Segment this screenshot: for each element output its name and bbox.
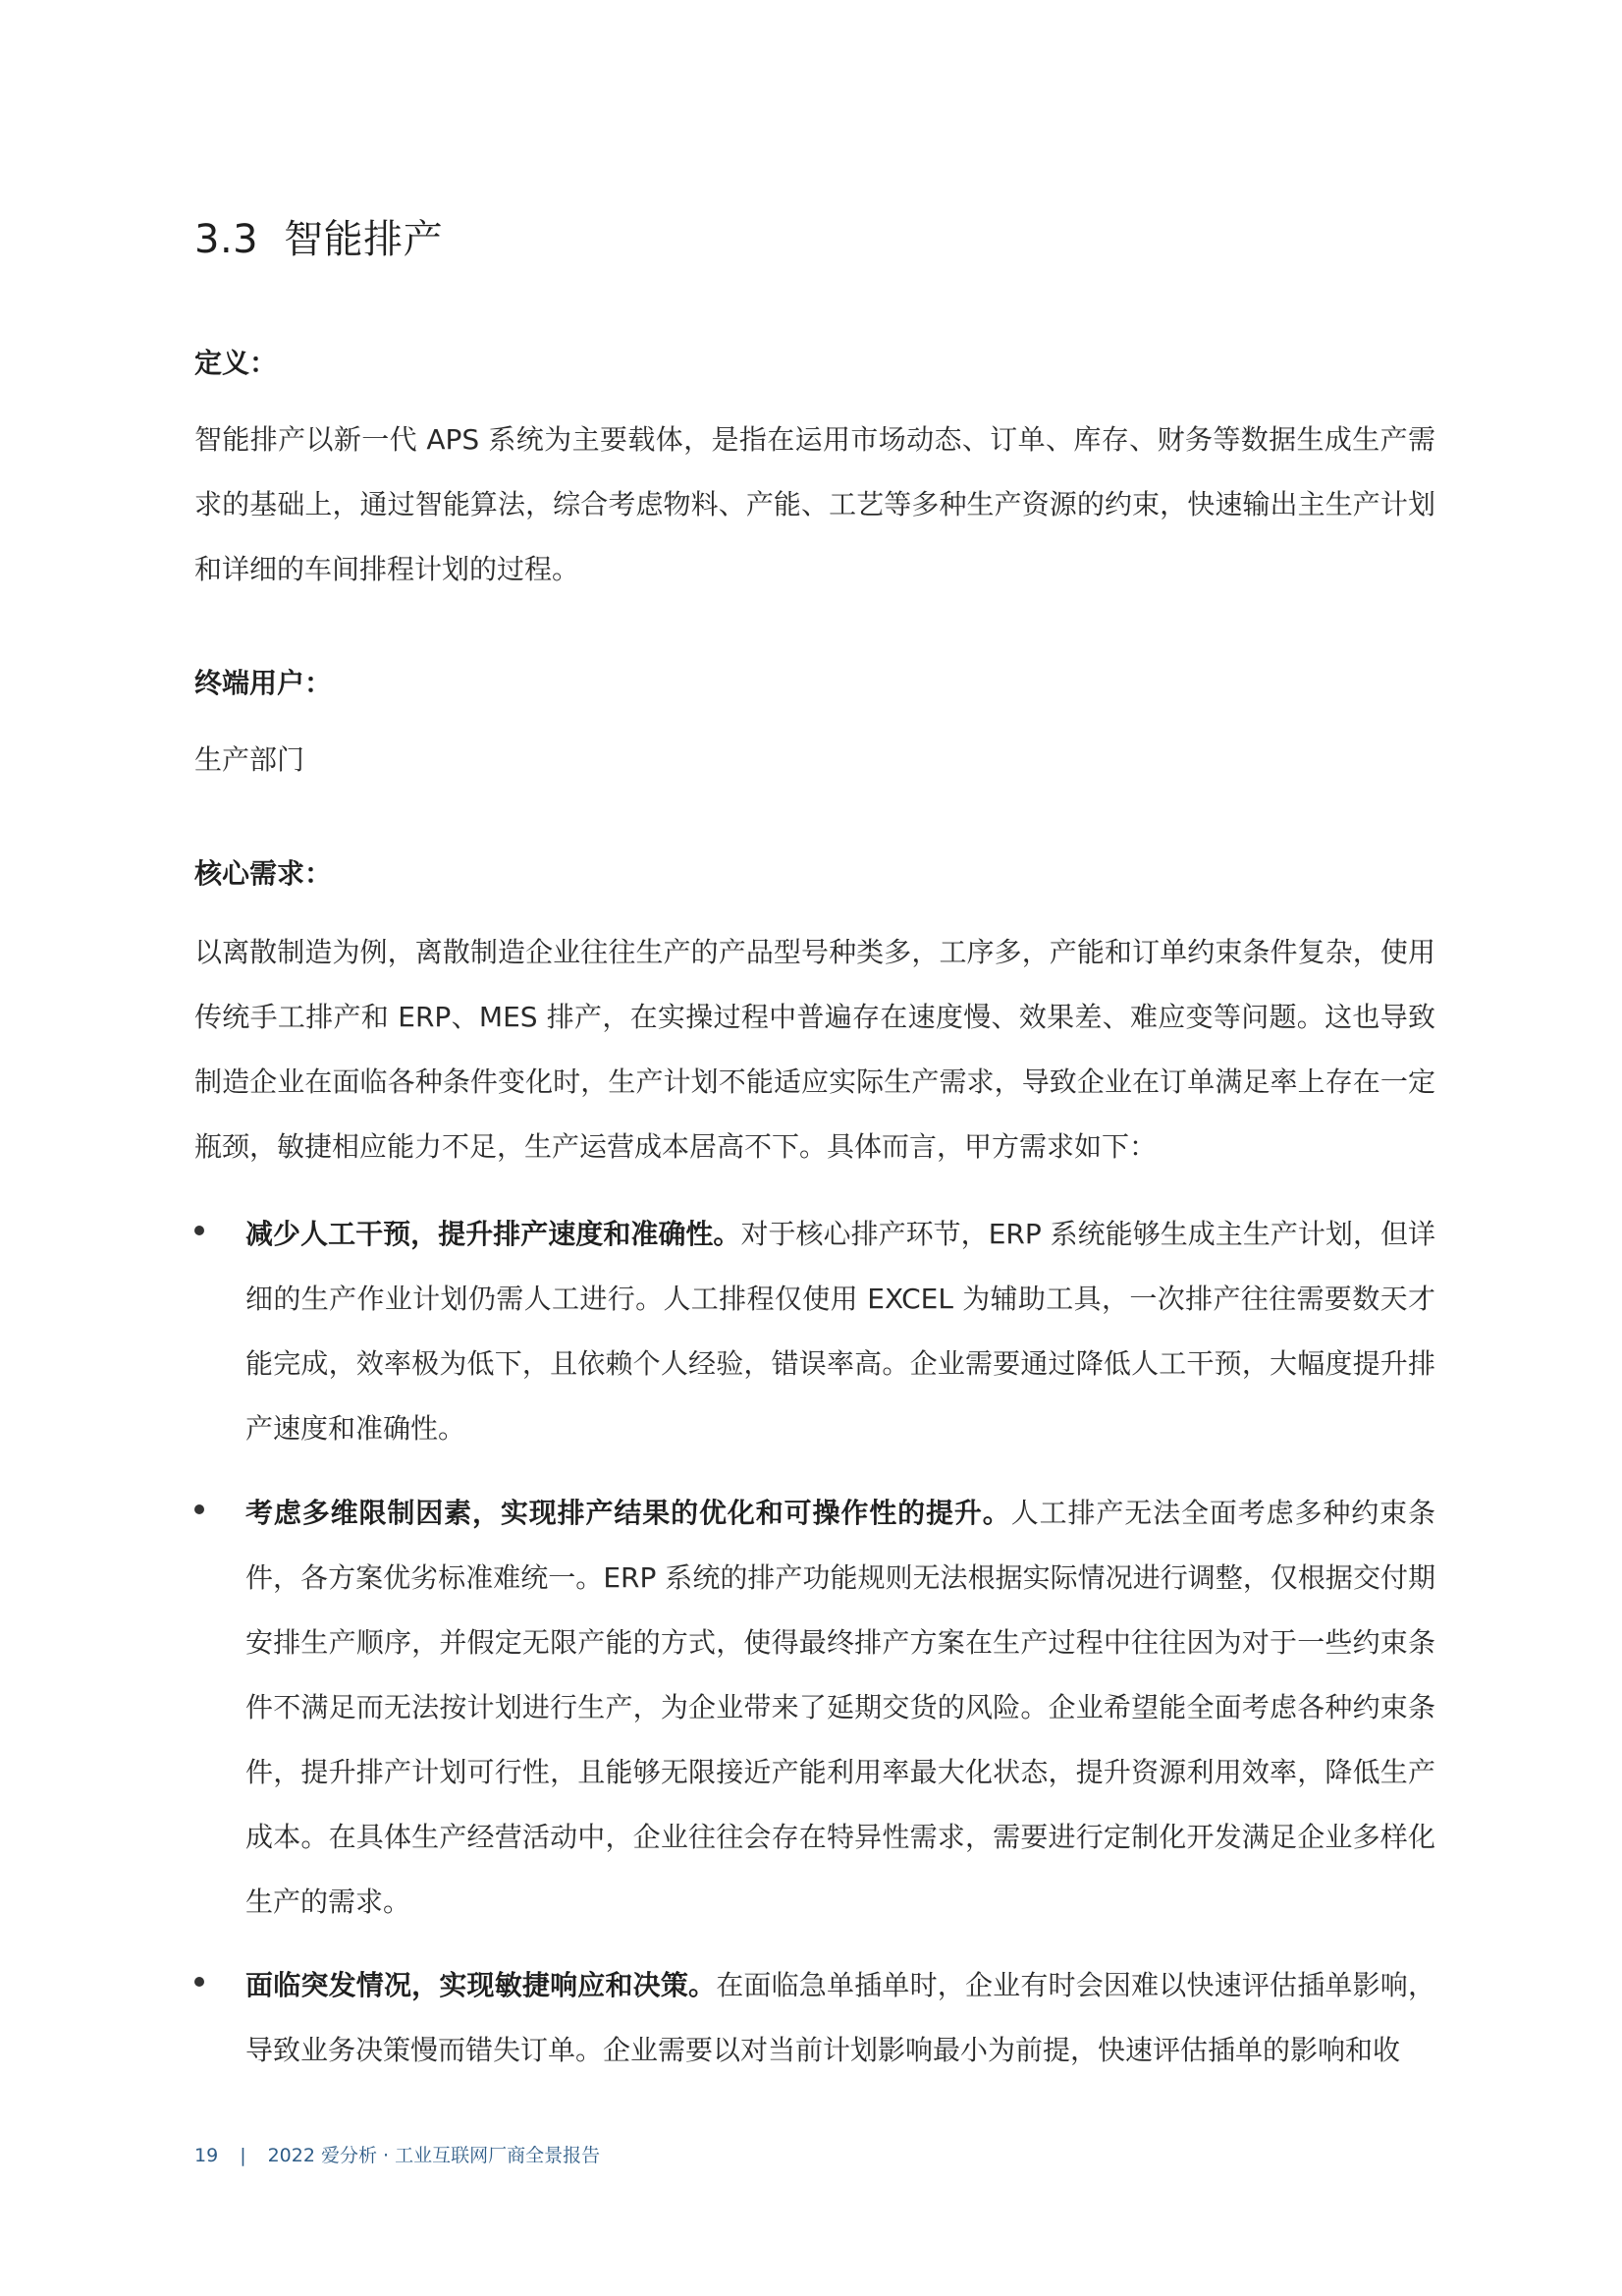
bullet-icon	[194, 1977, 204, 1987]
core-needs-heading: 核心需求：	[194, 857, 333, 890]
bullet-icon	[194, 1226, 204, 1235]
footer-separator: |	[240, 2145, 246, 2166]
bullet-icon	[194, 1504, 204, 1514]
list-item-text	[245, 1953, 1435, 2083]
section-title	[194, 208, 443, 264]
list-item-lead: 面临突发情况，实现敏捷响应和决策。	[245, 1969, 717, 2001]
list-item	[194, 1202, 1435, 1461]
report-title: 2022 爱分析 · 工业互联网厂商全景报告	[267, 2145, 601, 2166]
list-item	[194, 1481, 1435, 1935]
end-users-paragraph: 生产部门	[194, 743, 305, 776]
list-item-text	[245, 1481, 1435, 1935]
section-title-text: 智能排产	[284, 217, 444, 262]
list-item	[194, 1953, 1435, 2083]
end-users-heading: 终端用户：	[194, 667, 333, 699]
definition-heading: 定义：	[194, 347, 278, 379]
definition-paragraph: 智能排产以新一代 APS 系统为主要载体，是指在运用市场动态、订单、库存、财务等数据生成生产需求的基础上，通过智能算法，综合考虑物料、产能、工艺等多种生产资源的约束，快速输出主生产计划和详细的车间排程计划的过程。	[194, 423, 1435, 585]
list-item-lead: 减少人工干预，提升排产速度和准确性。	[245, 1218, 741, 1250]
list-item-body: 在面临急单插单时，企业有时会因难以快速评估插单影响，导致业务决策慢而错失订单。企业需要以对当前计划影响最小为前提，快速评估插单的影响和收	[245, 1969, 1435, 2066]
list-item-text	[245, 1202, 1435, 1461]
page-number: 19	[194, 2145, 219, 2166]
section-number: 3.3	[194, 217, 259, 262]
list-item-body: 对于核心排产环节，ERP 系统能够生成主生产计划，但详细的生产作业计划仍需人工进行。人工排程仅使用 EXCEL 为辅助工具，一次排产往往需要数天才能完成，效率极为低下，且依赖个人经验，错误率高。企业需要通过降低人工干预，大幅度提升排产速度和准确性。	[245, 1218, 1435, 1445]
core-needs-intro: 以离散制造为例，离散制造企业往往生产的产品型号种类多，工序多，产能和订单约束条件复杂，使用传统手工排产和 ERP、MES 排产，在实操过程中普遍存在速度慢、效果差、难应变等问题。这也导致制造企业在面临各种条件变化时，生产计划不能适应实际生产需求，导致企业在订单满足率上存在一定瓶颈，敏捷相应能力不足，生产运营成本居高不下。具体而言，甲方需求如下：	[194, 936, 1435, 1163]
page-footer	[194, 2141, 600, 2167]
list-item-lead: 考虑多维限制因素，实现排产结果的优化和可操作性的提升。	[245, 1497, 1011, 1529]
list-item-body: 人工排产无法全面考虑多种约束条件，各方案优劣标准难统一。ERP 系统的排产功能规则无法根据实际情况进行调整，仅根据交付期安排生产顺序，并假定无限产能的方式，使得最终排产方案在生产过程中往往因为对于一些约束条件不满足而无法按计划进行生产，为企业带来了延期交货的风险。企业希望能全面考虑各种约束条件，提升排产计划可行性，且能够无限接近产能利用率最大化状态，提升资源利用效率，降低生产成本。在具体生产经营活动中，企业往往会存在特异性需求，需要进行定制化开发满足企业多样化生产的需求。	[245, 1497, 1435, 1918]
